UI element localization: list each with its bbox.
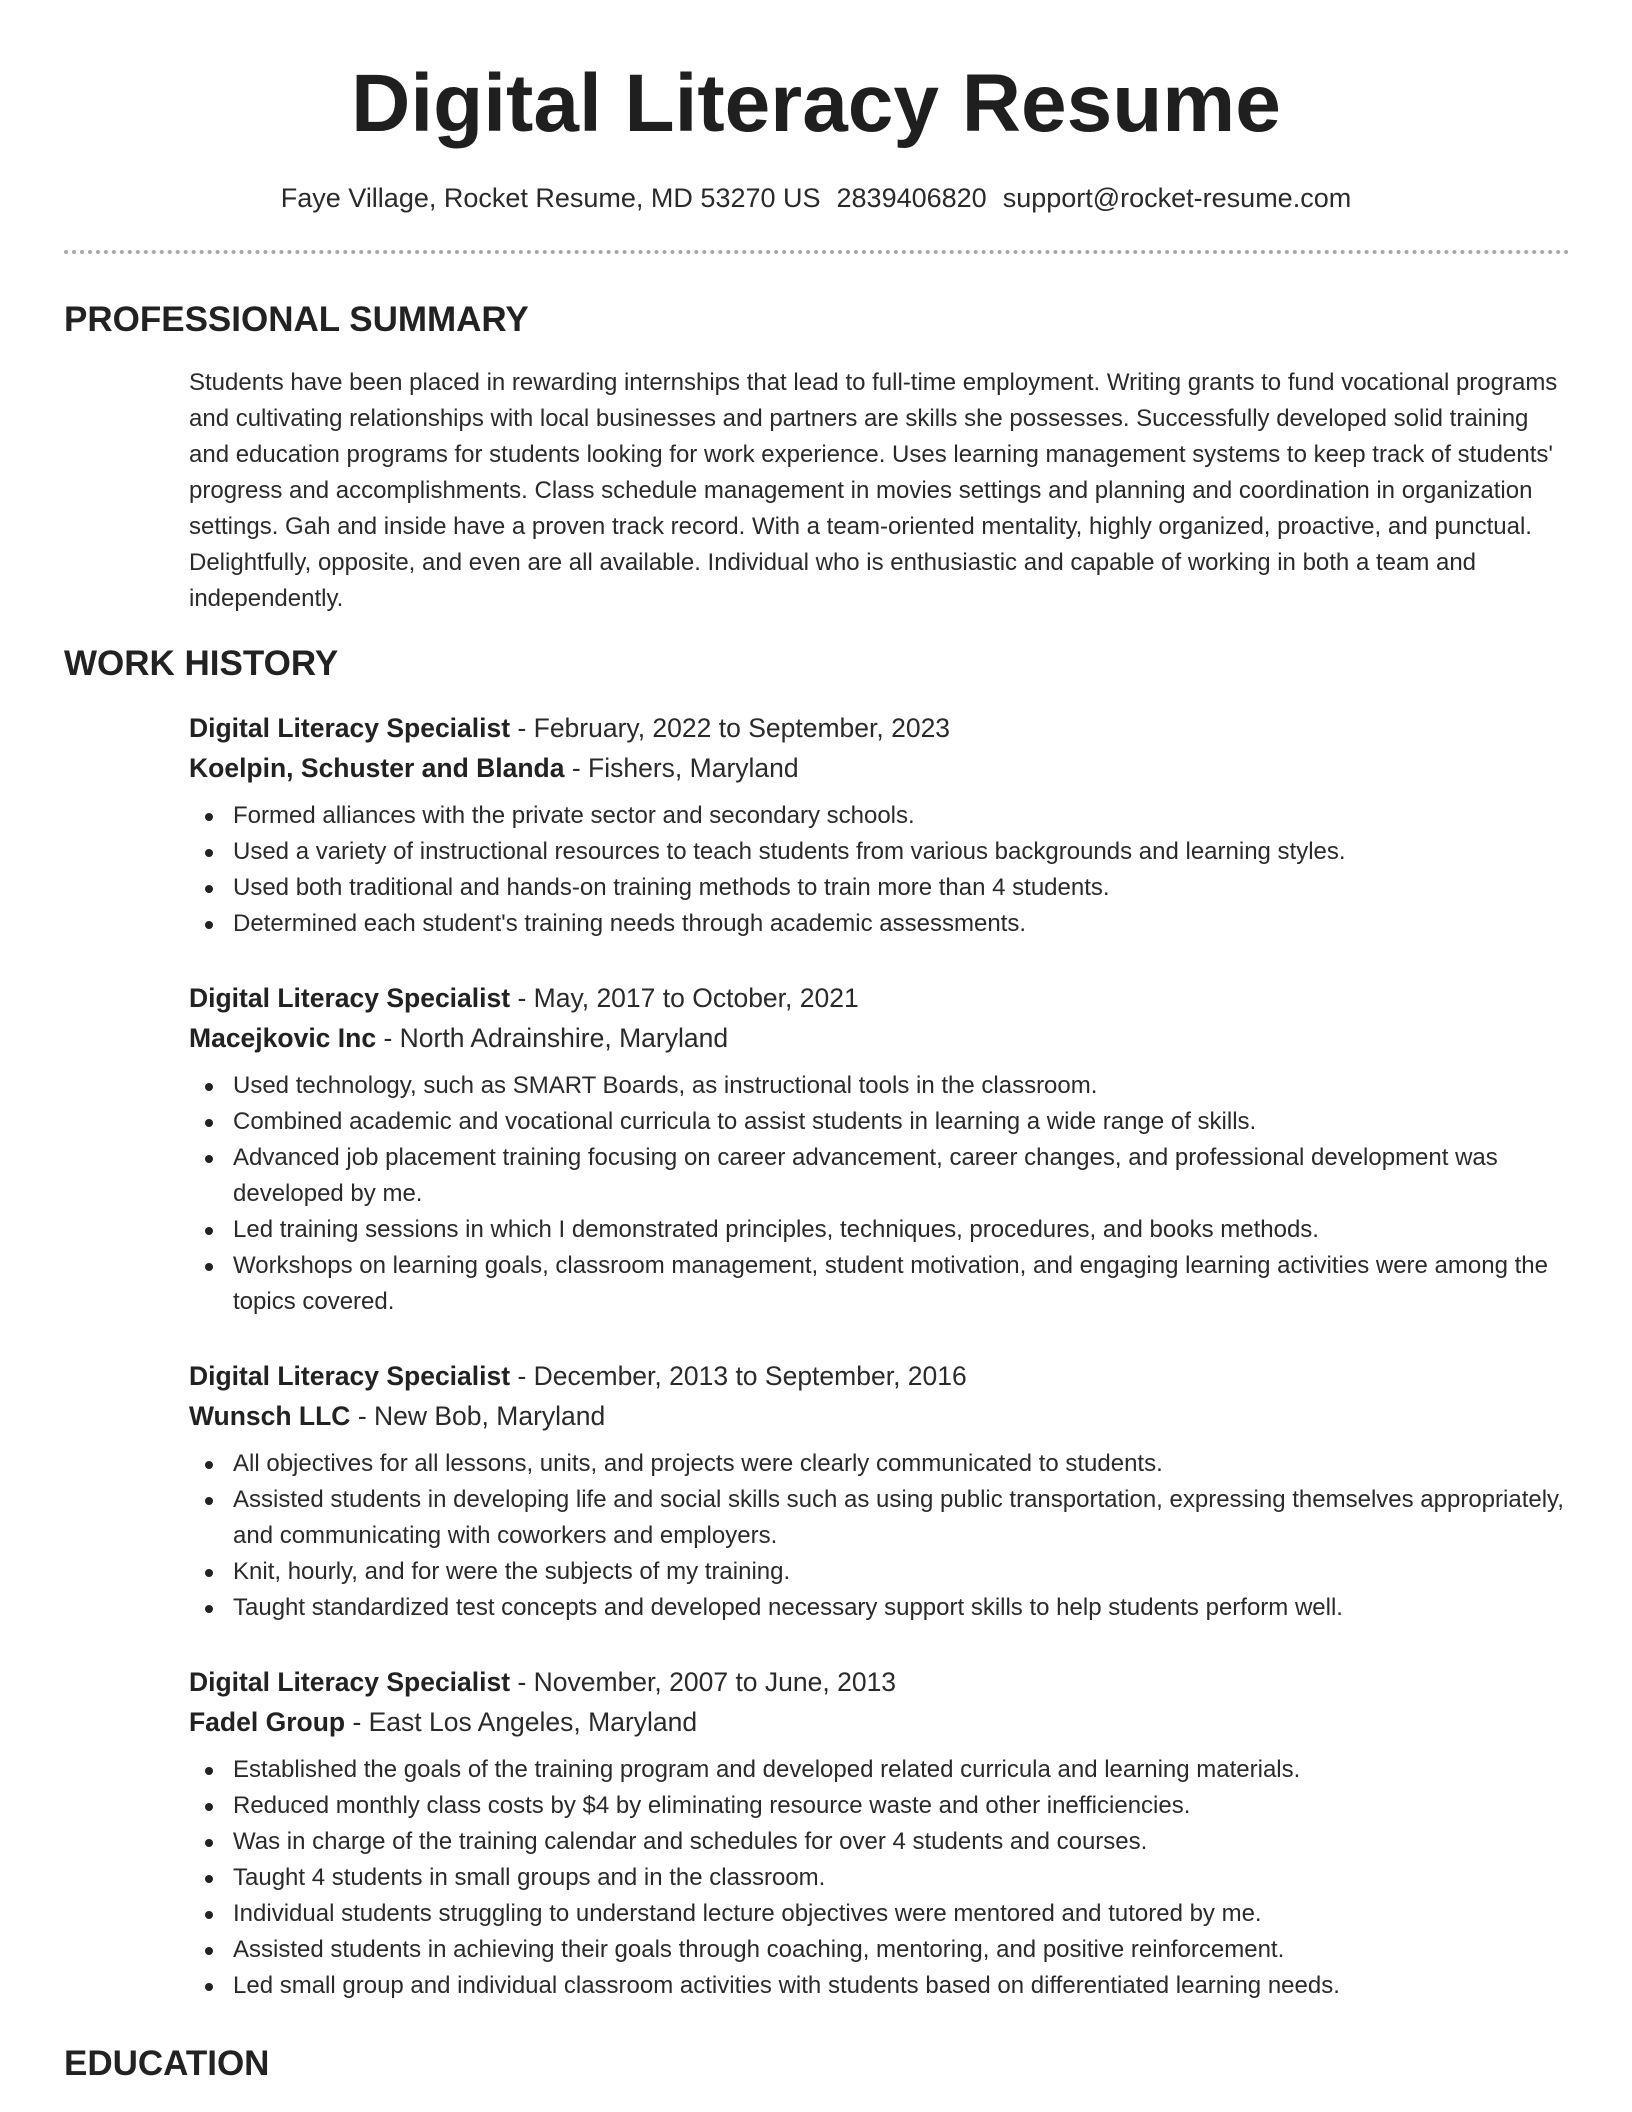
job-company-line: [189, 1396, 1574, 1436]
job-bullet: Led small group and individual classroom activities with students based on differentiated learning needs.: [189, 1968, 1574, 2004]
job-bullets: [189, 798, 1574, 942]
job-bullet: Advanced job placement training focusing on career advancement, career changes, and professional development was developed by me.: [189, 1140, 1574, 1212]
job-company: Koelpin, Schuster and Blanda: [189, 753, 565, 783]
job-title: Digital Literacy Specialist: [189, 983, 511, 1013]
job-bullet: Taught standardized test concepts and developed necessary support skills to help students perform well.: [189, 1590, 1574, 1626]
job-bullet: Formed alliances with the private sector and secondary schools.: [189, 798, 1574, 834]
job-title: Digital Literacy Specialist: [189, 1361, 511, 1391]
job-company: Macejkovic Inc: [189, 1023, 377, 1053]
job-entry: [189, 1662, 1574, 2004]
job-bullet: Determined each student's training needs through academic assessments.: [189, 906, 1574, 942]
contact-line: [0, 180, 1632, 216]
job-bullets: [189, 1446, 1574, 1626]
job-bullets: [189, 1752, 1574, 2004]
job-bullet: Workshops on learning goals, classroom management, student motivation, and engaging learning activities were among the topics covered.: [189, 1248, 1574, 1320]
job-company-line: [189, 748, 1574, 788]
job-bullet: All objectives for all lessons, units, and projects were clearly communicated to students.: [189, 1446, 1574, 1482]
job-bullet: Reduced monthly class costs by $4 by eliminating resource waste and other inefficiencies.: [189, 1788, 1574, 1824]
job-bullet: Combined academic and vocational curricula to assist students in learning a wide range of skills.: [189, 1104, 1574, 1140]
job-entry: [189, 978, 1574, 1320]
contact-phone: 2839406820: [836, 183, 987, 213]
job-company: Wunsch LLC: [189, 1401, 351, 1431]
job-bullet: Used both traditional and hands-on training methods to train more than 4 students.: [189, 870, 1574, 906]
job-dates: - February, 2022 to September, 2023: [510, 713, 951, 743]
job-company-line: [189, 1702, 1574, 1742]
job-location: - East Los Angeles, Maryland: [345, 1707, 698, 1737]
job-location: - Fishers, Maryland: [564, 753, 799, 783]
job-bullet: Was in charge of the training calendar and schedules for over 4 students and courses.: [189, 1824, 1574, 1860]
job-company-line: [189, 1018, 1574, 1058]
job-bullets: [189, 1068, 1574, 1320]
section-title-education: EDUCATION: [64, 2044, 270, 2083]
job-bullet: Led training sessions in which I demonstrated principles, techniques, procedures, and books methods.: [189, 1212, 1574, 1248]
job-entry: [189, 708, 1574, 942]
header-divider: [64, 250, 1570, 254]
job-company: Fadel Group: [189, 1707, 346, 1737]
job-bullet: Knit, hourly, and for were the subjects of my training.: [189, 1554, 1574, 1590]
job-dates: - November, 2007 to June, 2013: [510, 1667, 897, 1697]
job-title-line: [189, 1662, 1574, 1702]
contact-address: Faye Village, Rocket Resume, MD 53270 US: [280, 183, 821, 213]
job-bullet: Assisted students in achieving their goals through coaching, mentoring, and positive reinforcement.: [189, 1932, 1574, 1968]
job-bullet: Assisted students in developing life and social skills such as using public transportation, expressing themselves appropriately, and communicating with coworkers and employers.: [189, 1482, 1574, 1554]
job-location: - New Bob, Maryland: [350, 1401, 606, 1431]
job-bullet: Taught 4 students in small groups and in the classroom.: [189, 1860, 1574, 1896]
section-title-summary: PROFESSIONAL SUMMARY: [64, 300, 529, 339]
job-bullet: Used technology, such as SMART Boards, as instructional tools in the classroom.: [189, 1068, 1574, 1104]
job-bullet: Individual students struggling to understand lecture objectives were mentored and tutored by me.: [189, 1896, 1574, 1932]
job-bullet: Used a variety of instructional resources to teach students from various backgrounds and learning styles.: [189, 834, 1574, 870]
job-dates: - May, 2017 to October, 2021: [510, 983, 859, 1013]
job-entry: [189, 1356, 1574, 1626]
job-title-line: [189, 708, 1574, 748]
job-bullet: Established the goals of the training program and developed related curricula and learning materials.: [189, 1752, 1574, 1788]
contact-email: support@rocket-resume.com: [1002, 183, 1352, 213]
job-title: Digital Literacy Specialist: [189, 1667, 511, 1697]
job-title-line: [189, 1356, 1574, 1396]
section-title-work-history: WORK HISTORY: [64, 644, 339, 683]
job-title-line: [189, 978, 1574, 1018]
job-title: Digital Literacy Specialist: [189, 713, 511, 743]
job-location: - North Adrainshire, Maryland: [376, 1023, 729, 1053]
summary-text: Students have been placed in rewarding internships that lead to full-time employment. Writing grants to fund vocational programs and cultivating relationships with local businesses and partners are skills she possesses. Successfully developed solid training and education programs for students looking for work experience. Uses learning management systems to keep track of students' progress and accomplishments. Class schedule management in movies settings and planning and coordination in organization settings. Gah and inside have a proven track record. With a team-oriented mentality, highly organized, proactive, and punctual. Delightfully, opposite, and even are all available. Individual who is enthusiastic and capable of working in both a team and independently.: [189, 369, 1558, 612]
job-dates: - December, 2013 to September, 2016: [510, 1361, 967, 1391]
resume-title: Digital Literacy Resume: [351, 58, 1281, 149]
